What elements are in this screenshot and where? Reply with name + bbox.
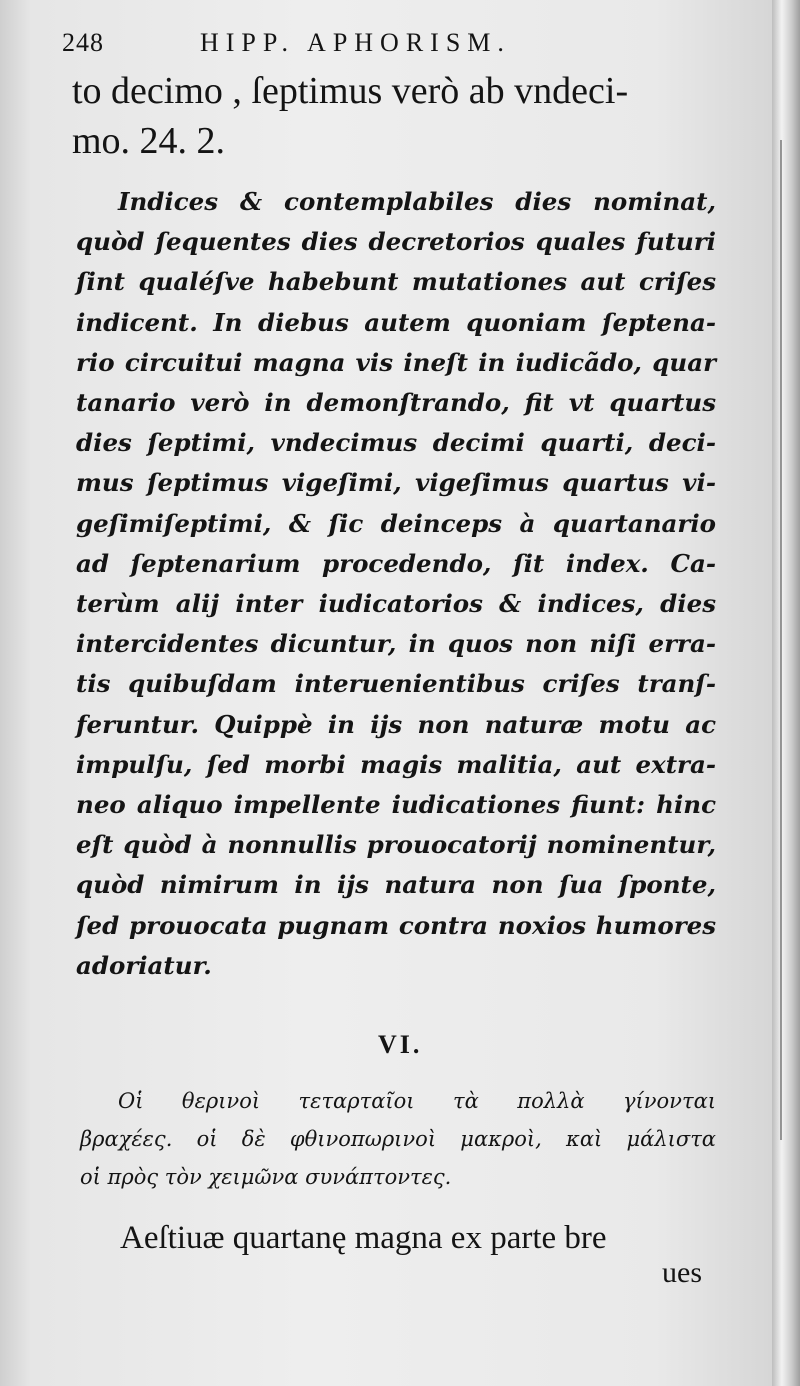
section-numeral: VI. <box>378 1030 423 1059</box>
latin-translation-line: Aeſtiuæ quartanę magna ex parte bre <box>120 1220 607 1256</box>
text-line: to decimo , ſeptimus verò ab vndeci- <box>72 70 629 112</box>
commentary-line: ſint qualéſve habebunt mutationes aut criſes <box>76 267 716 297</box>
commentary-line: dies ſeptimi, vndecimus decimi quarti, deci- <box>76 428 716 458</box>
page-number: 248 <box>62 28 104 57</box>
commentary-line: eſt quòd à nonnullis prouocatorij nominentur, <box>76 830 716 860</box>
commentary-line: quòd nimirum in ijs natura non ſua ſponte, <box>76 870 716 900</box>
catchword: ues <box>662 1256 702 1289</box>
commentary-line: geſimiſeptimi, & ſic deinceps à quartanario <box>76 508 716 538</box>
commentary-line: feruntur. Quippè in ijs non naturæ motu ac <box>76 709 716 739</box>
greek-aphorism <box>80 1082 720 1196</box>
commentary-line: tanario verò in demonſtrando, fit vt quartus <box>76 388 716 418</box>
greek-line: Οἱ θερινοὶ τεταρταῖοι τὰ πολλὰ γίνονται <box>118 1089 716 1113</box>
commentary-line: terùm alij inter iudicatorios & indices, dies <box>76 589 716 619</box>
commentary-paragraph <box>76 182 726 986</box>
commentary-line: ſed prouocata pugnam contra noxios humores <box>76 910 716 940</box>
page-edge-line <box>780 140 782 1140</box>
commentary-line: quòd ſequentes dies decretorios quales futuri <box>76 227 716 257</box>
text-line: mo. 24. 2. <box>72 120 226 162</box>
greek-line: οἱ πρὸς τὸν χειμῶνα συνάπτοντες. <box>80 1165 452 1189</box>
commentary-line: Indices & contemplabiles dies nominat, <box>118 187 716 216</box>
aphorism-continuation <box>72 66 722 166</box>
commentary-line: ad ſeptenarium procedendo, ſit index. Ca- <box>76 548 716 578</box>
commentary-line: indicent. In diebus autem quoniam ſeptena- <box>76 307 716 337</box>
commentary-line: impulſu, ſed morbi magis malitia, aut extra- <box>76 749 716 779</box>
running-head: HIPP. APHORISM. <box>200 28 511 57</box>
commentary-line: neo aliquo impellente iudicationes fiunt: hinc <box>76 790 716 820</box>
commentary-line: adoriatur. <box>76 950 212 980</box>
greek-line: βραχέες. οἱ δὲ φθινοπωρινοὶ μακροὶ, καὶ μάλιστα <box>80 1127 716 1151</box>
commentary-line: mus ſeptimus vigeſimi, vigeſimus quartus vi- <box>76 468 716 498</box>
commentary-line: intercidentes dicuntur, in quos non niſi erra- <box>76 629 716 659</box>
book-gutter <box>772 0 800 1386</box>
commentary-line: tis quibuſdam interuenientibus criſes tranſ- <box>76 669 716 699</box>
commentary-line: rio circuitui magna vis ineſt in iudicãdo, quar <box>76 347 716 377</box>
page-header <box>62 28 702 68</box>
